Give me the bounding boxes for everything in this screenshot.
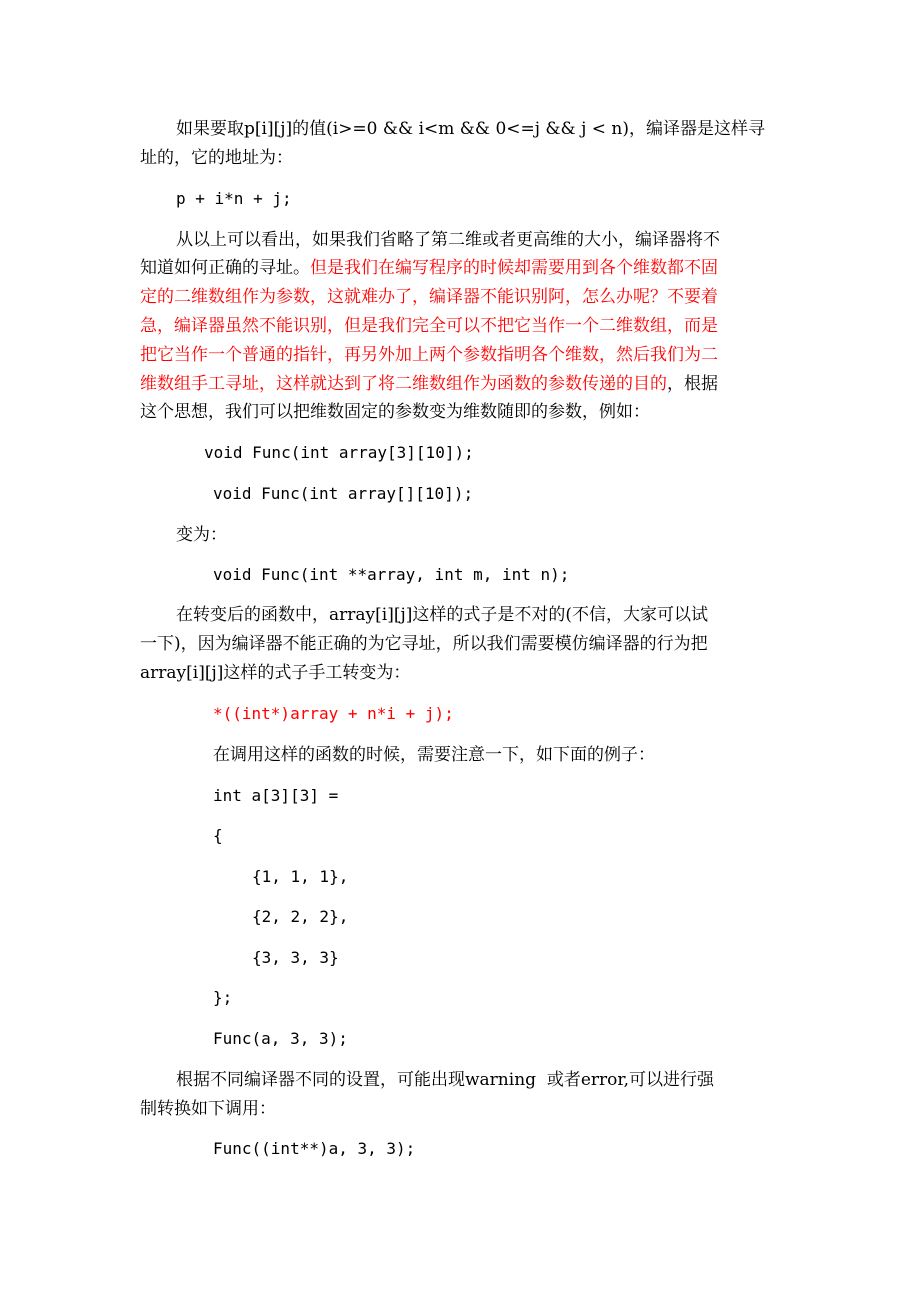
code-line: Func((int**)a, 3, 3);	[213, 1139, 416, 1158]
plain-text: ，根据	[667, 374, 718, 394]
paragraph-line: 这个思想，我们可以把维数固定的参数变为维数随即的参数，例如：	[140, 402, 650, 422]
code-line: };	[213, 988, 233, 1007]
paragraph-line: 在转变后的函数中，array[i][j]这样的式子是不对的(不信，大家可以试	[176, 605, 708, 625]
paragraph-line: 址的，它的地址为：	[140, 148, 293, 168]
paragraph-line: 在调用这样的函数的时候，需要注意一下，如下面的例子：	[213, 745, 655, 765]
paragraph-line: 制转换如下调用：	[140, 1099, 276, 1119]
paragraph-line	[140, 257, 718, 279]
code-line: void Func(int array[][10]);	[213, 484, 474, 503]
paragraph-line	[140, 373, 718, 395]
code-line: void Func(int **array, int m, int n);	[213, 565, 570, 584]
code-line: p + i*n + j;	[176, 189, 292, 208]
code-line: {	[213, 826, 223, 845]
paragraph-line: array[i][j]这样的式子手工转变为：	[140, 663, 411, 683]
code-line: int a[3][3] =	[213, 786, 339, 805]
paragraph-line: 根据不同编译器不同的设置，可能出现warning 或者error,可以进行强	[176, 1070, 715, 1090]
highlighted-line: 急，编译器虽然不能识别，但是我们完全可以不把它当作一个二维数组，而是	[140, 316, 718, 336]
code-line: {3, 3, 3}	[252, 948, 339, 967]
code-line: void Func(int array[3][10]);	[204, 443, 474, 462]
paragraph-line: 一下)，因为编译器不能正确的为它寻址，所以我们需要模仿编译器的行为把	[140, 634, 708, 654]
code-line: {2, 2, 2},	[252, 907, 349, 926]
code-line: Func(a, 3, 3);	[213, 1029, 348, 1048]
paragraph-line: 变为：	[176, 525, 227, 545]
highlighted-text: 维数组手工寻址，这样就达到了将二维数组作为函数的参数传递的目的	[140, 374, 667, 394]
highlighted-line: 定的二维数组作为参数，这就难办了，编译器不能识别阿，怎么办呢？不要着	[140, 287, 718, 307]
paragraph-line: 从以上可以看出，如果我们省略了第二维或者更高维的大小，编译器将不	[176, 230, 720, 250]
plain-text: 知道如何正确的寻址。	[140, 258, 310, 278]
highlighted-line: 把它当作一个普通的指针，再另外加上两个参数指明各个维数，然后我们为二	[140, 345, 718, 365]
paragraph-line: 如果要取p[i][j]的值(i>=0 && i<m && 0<=j && j < n)，编译器是这样寻	[176, 119, 765, 139]
highlighted-code-line: *((int*)array + n*i + j);	[213, 704, 454, 723]
highlighted-text: 但是我们在编写程序的时候却需要用到各个维数都不固	[310, 258, 718, 278]
code-line: {1, 1, 1},	[252, 867, 349, 886]
